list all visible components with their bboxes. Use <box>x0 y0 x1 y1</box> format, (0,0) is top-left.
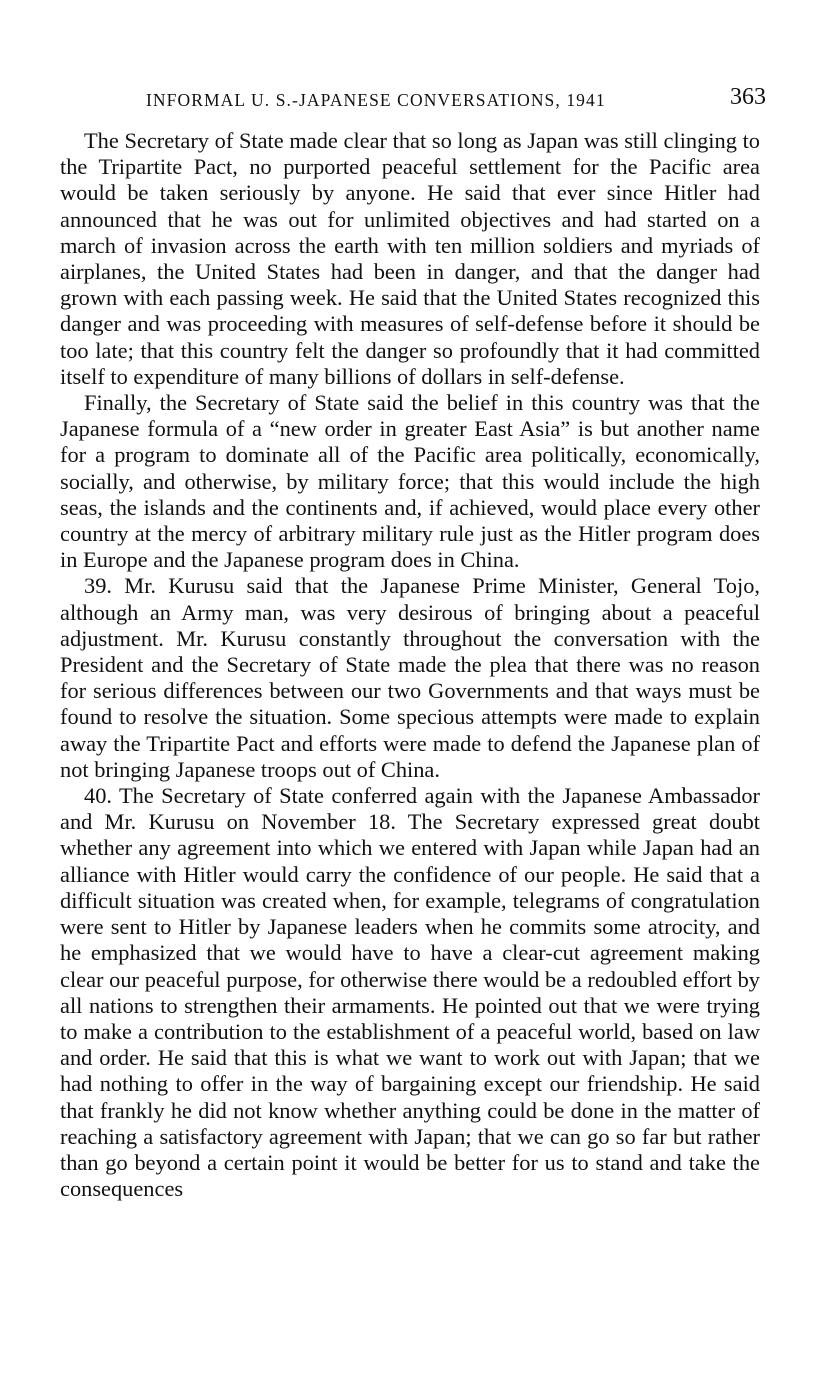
running-header <box>60 84 766 114</box>
paragraph-40-november-18: 40. The Secretary of State conferred again with the Japanese Ambassador and Mr. Kurusu on November 18. The Secretary expressed great doubt whether any agreement into which we entered with Japan while Japan had an alliance with Hitler would carry the confidence of our people. He said that a difficult situation was created when, for example, telegrams of congratulation were sent to Hitler by Japanese leaders when he commits some atrocity, and he emphasized that we would have to have a clear-cut agreement making clear our peaceful purpose, for otherwise there would be a redoubled effort by all nations to strengthen their armaments. He pointed out that we were trying to make a contribution to the establishment of a peaceful world, based on law and order. He said that this is what we want to work out with Japan; that we had nothing to offer in the way of bargaining except our friendship. He said that frankly he did not know whether anything could be done in the matter of reaching a satisfactory agreement with Japan; that we can go so far but rather than go beyond a certain point it would be better for us to stand and take the consequences <box>60 783 760 1202</box>
paragraph-new-order: Finally, the Secretary of State said the belief in this country was that the Japanese formula of a “new order in greater East Asia” is but another name for a program to dominate all of the Pacific area politically, economically, socially, and otherwise, by military force; that this would include the high seas, the islands and the continents and, if achieved, would place every other country at the mercy of arbitrary military rule just as the Hitler program does in Europe and the Japanese program does in China. <box>60 390 760 573</box>
body-text <box>60 128 760 1202</box>
paragraph-secretary-tripartite: The Secretary of State made clear that so long as Japan was still clinging to the Tripartite Pact, no purported peaceful settlement for the Pacific area would be taken seriously by anyone. He said that ever since Hitler had announced that he was out for unlimited objectives and had started on a march of invasion across the earth with ten million soldiers and myriads of airplanes, the United States had been in danger, and that the danger had grown with each passing week. He said that the United States recognized this danger and was proceeding with measures of self-defense before it should be too late; that this country felt the danger so profoundly that it had committed itself to expenditure of many billions of dollars in self-defense. <box>60 128 760 389</box>
page-number: 363 <box>730 84 766 110</box>
running-header-title: INFORMAL U. S.-JAPANESE CONVERSATIONS, 1941 <box>146 90 606 110</box>
paragraph-39-kurusu: 39. Mr. Kurusu said that the Japanese Prime Minister, General Tojo, although an Army man, was very desirous of bringing about a peaceful adjustment. Mr. Kurusu constantly throughout the conversation with the President and the Secretary of State made the plea that there was no reason for serious differences between our two Governments and that ways must be found to resolve the situation. Some specious attempts were made to explain away the Tripartite Pact and efforts were made to defend the Japanese plan of not bringing Japanese troops out of China. <box>60 573 760 782</box>
